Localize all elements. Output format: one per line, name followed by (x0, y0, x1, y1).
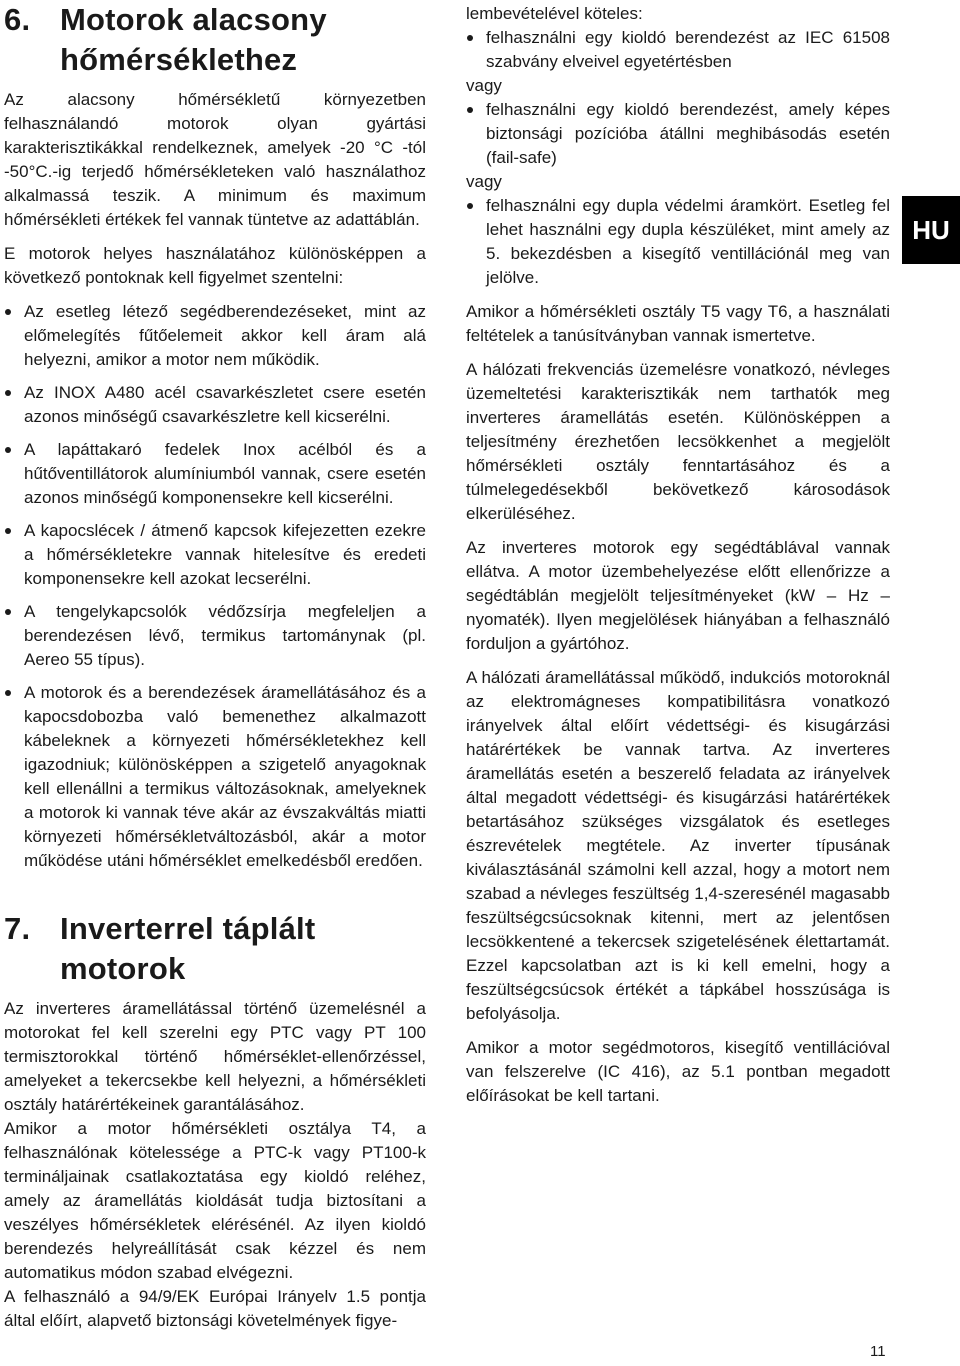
section-6-title: Motorok alacsony hőmérséklethez (60, 2, 327, 77)
bullet-icon (467, 107, 473, 113)
bullet-icon (5, 309, 11, 315)
or-separator: vagy (466, 76, 502, 95)
section-7-number: 7. (4, 911, 31, 946)
paragraph-network-frequency: A hálózati frekvenciás üzemelésre vonatkozó, névleges üzemeltetési karakterisztikák nem tarthatók meg inverteres áramellátás esetén. Különösképpen a teljesítmény érezhetően lecsökkenhet a megjelölt hőmérsékleti osztály fenntartásához és a túlmelegedésekből bekövetkező károsodások elkerüléséhez. (466, 360, 890, 523)
bullet-icon (5, 390, 11, 396)
paragraph-auxiliary-ventilation: Amikor a motor segédmotoros, kisegítő ventillációval van felszerelve (IC 416), az 5.1 pontban megadott előírásokat be kell tartani. (466, 1038, 890, 1105)
section-6-lead: E motorok helyes használatához különösképpen a következő pontoknak kell figyelmet szentelni: (4, 244, 426, 287)
list-item: A tengelykapcsolók védőzsírja megfeleljen a berendezésen lévő, termikus tartománynak (pl. Aereo 55 típus). (4, 600, 426, 672)
page-number: 11 (870, 1343, 886, 1360)
bullet-icon (467, 203, 473, 209)
requirement-options-list (466, 26, 890, 74)
requirement-options-list (466, 98, 890, 170)
section-7-heading (4, 909, 426, 989)
list-item: Az INOX A480 acél csavarkészletet csere esetén azonos minőségű csavarkészletre kell kicserélni. (4, 381, 426, 429)
list-item: felhasználni egy dupla védelmi áramkört. Esetleg fel lehet használni egy dupla készüléket, mint amely az 5. bekezdésben a kisegítő ventillációnál meg van jelölve. (466, 194, 890, 290)
paragraph-auxiliary-plate: Az inverteres motorok egy segédtáblával vannak ellátva. A motor üzembehelyezése előtt ellenőrizze a segédtáblán megjelölt teljesítményeket (kW – Hz – nyomaték). Ilyen megjelölések hiányában a felhasználó forduljon a gyártóhoz. (466, 538, 890, 653)
list-item: A kapocslécek / átmenő kapcsok kifejezetten ezekre a hőmérsékletekre vannak hitelesítve és eredeti komponensekre kell azokat lecserélni. (4, 519, 426, 591)
section-6-heading (4, 0, 426, 80)
section-7-paragraph-2: Amikor a motor hőmérsékleti osztálya T4, a felhasználónak kötelessége a PTC-k vagy PT100-k termináljainak csatlakoztatása egy kioldó reléhez, amely az áramellátás kioldását tudja biztosítani a veszélyes hőmérsékletek elérésénél. Az ilyen kioldó berendezés helyreállítását csak kézzel és nem automatikus módon szabad elvégezni. (4, 1119, 426, 1282)
right-column (466, 2, 890, 1108)
section-6-bullet-list (4, 300, 426, 873)
language-badge: HU (902, 196, 960, 264)
bullet-icon (5, 690, 11, 696)
section-6-intro: Az alacsony hőmérsékletű környezetben felhasználandó motorok olyan gyártási karakterisztikákkal rendelkeznek, amelyek -20 °C -tól -50°C.-ig terjedő hőmérsékleteken való használathoz alkalmassá teszik. A minimum és maximum hőmérsékleti értékek fel vannak tüntetve az adattáblán. (4, 90, 426, 229)
or-separator: vagy (466, 172, 502, 191)
bullet-icon (5, 528, 11, 534)
bullet-icon (5, 609, 11, 615)
paragraph-emc: A hálózati áramellátással működő, indukciós motoroknál az elektromágneses kompatibilitásra vonatkozó irányelvek által előírt védettségi- és kisugárzási határértékek be vannak tartva. Az inverteres áramellátás esetén a beszerelő feladata az irányelvek által megadott védettségi- és kisugárzási határértékek betartásához szükséges vizsgálatok és esetleges észrevételek megtétele. Az inverter típusának kiválasztásánál számolni kell azzal, hogy a motort nem szabad a névleges feszültség 1,4-szeresénél magasabb feszültségcsúcsoknak kitenni, mert az jelentősen lecsökkentené a tekercsek szigetelésének élettartamát. Ezzel kapcsolatban azt is ki kell emelni, hogy a feszültségcsúcsok értékét a tápkábel hosszúsága is befolyásolja. (466, 668, 890, 1023)
section-6-number: 6. (4, 2, 31, 37)
list-item: felhasználni egy kioldó berendezést, amely képes biztonsági pozícióba átállni meghibásodás esetén (fail-safe) (466, 98, 890, 170)
list-item: felhasználni egy kioldó berendezést az IEC 61508 szabvány elveivel egyetértésben (466, 26, 890, 74)
section-7-paragraph-3-continued: lembevételével köteles: (466, 4, 643, 23)
section-7-title: Inverterrel táplált motorok (60, 911, 316, 986)
section-7-paragraph-1: Az inverteres áramellátással történő üzemelésnél a motorokat fel kell szerelni egy PTC vagy PT 100 termisztorokkal történő hőmérséklet-ellenőrzéssel, amelyeket a tekercsekbe kell helyezni, a hőmérsékleti osztály határértékeinek garantálásához. (4, 999, 426, 1114)
list-item: A motorok és a berendezések áramellátásához és a kapocsdobozba való bemenethez alkalmazott kábeleknek a környezeti hőmérsékletekhez kell igazodniuk; különösképpen a szigetelő anyagoknak kell ellenállni a termikus változásoknak, amelyeknek a motorok ki vannak téve akár az évszakváltás miatti környezeti hőmérsékletváltozásból, akár a motor működése utáni hőmérséklet emelkedésből eredően. (4, 681, 426, 873)
bullet-icon (5, 447, 11, 453)
section-7-paragraph-3: A felhasználó a 94/9/EK Európai Irányelv 1.5 pontja által előírt, alapvető biztonsági követelmények figye- (4, 1287, 426, 1330)
bullet-icon (467, 35, 473, 41)
requirement-options-list (466, 194, 890, 290)
left-column (4, 0, 426, 1333)
list-item: Az esetleg létező segédberendezéseket, mint az előmelegítés fűtőelemeit akkor kell áram alá helyezni, amikor a motor nem működik. (4, 300, 426, 372)
paragraph-temperature-class: Amikor a hőmérsékleti osztály T5 vagy T6, a használati feltételek a tanúsítványban vannak ismertetve. (466, 302, 890, 345)
list-item: A lapáttakaró fedelek Inox acélból és a hűtőventillátorok alumíniumból vannak, csere esetén azonos minőségű komponensekre kell kicserélni. (4, 438, 426, 510)
